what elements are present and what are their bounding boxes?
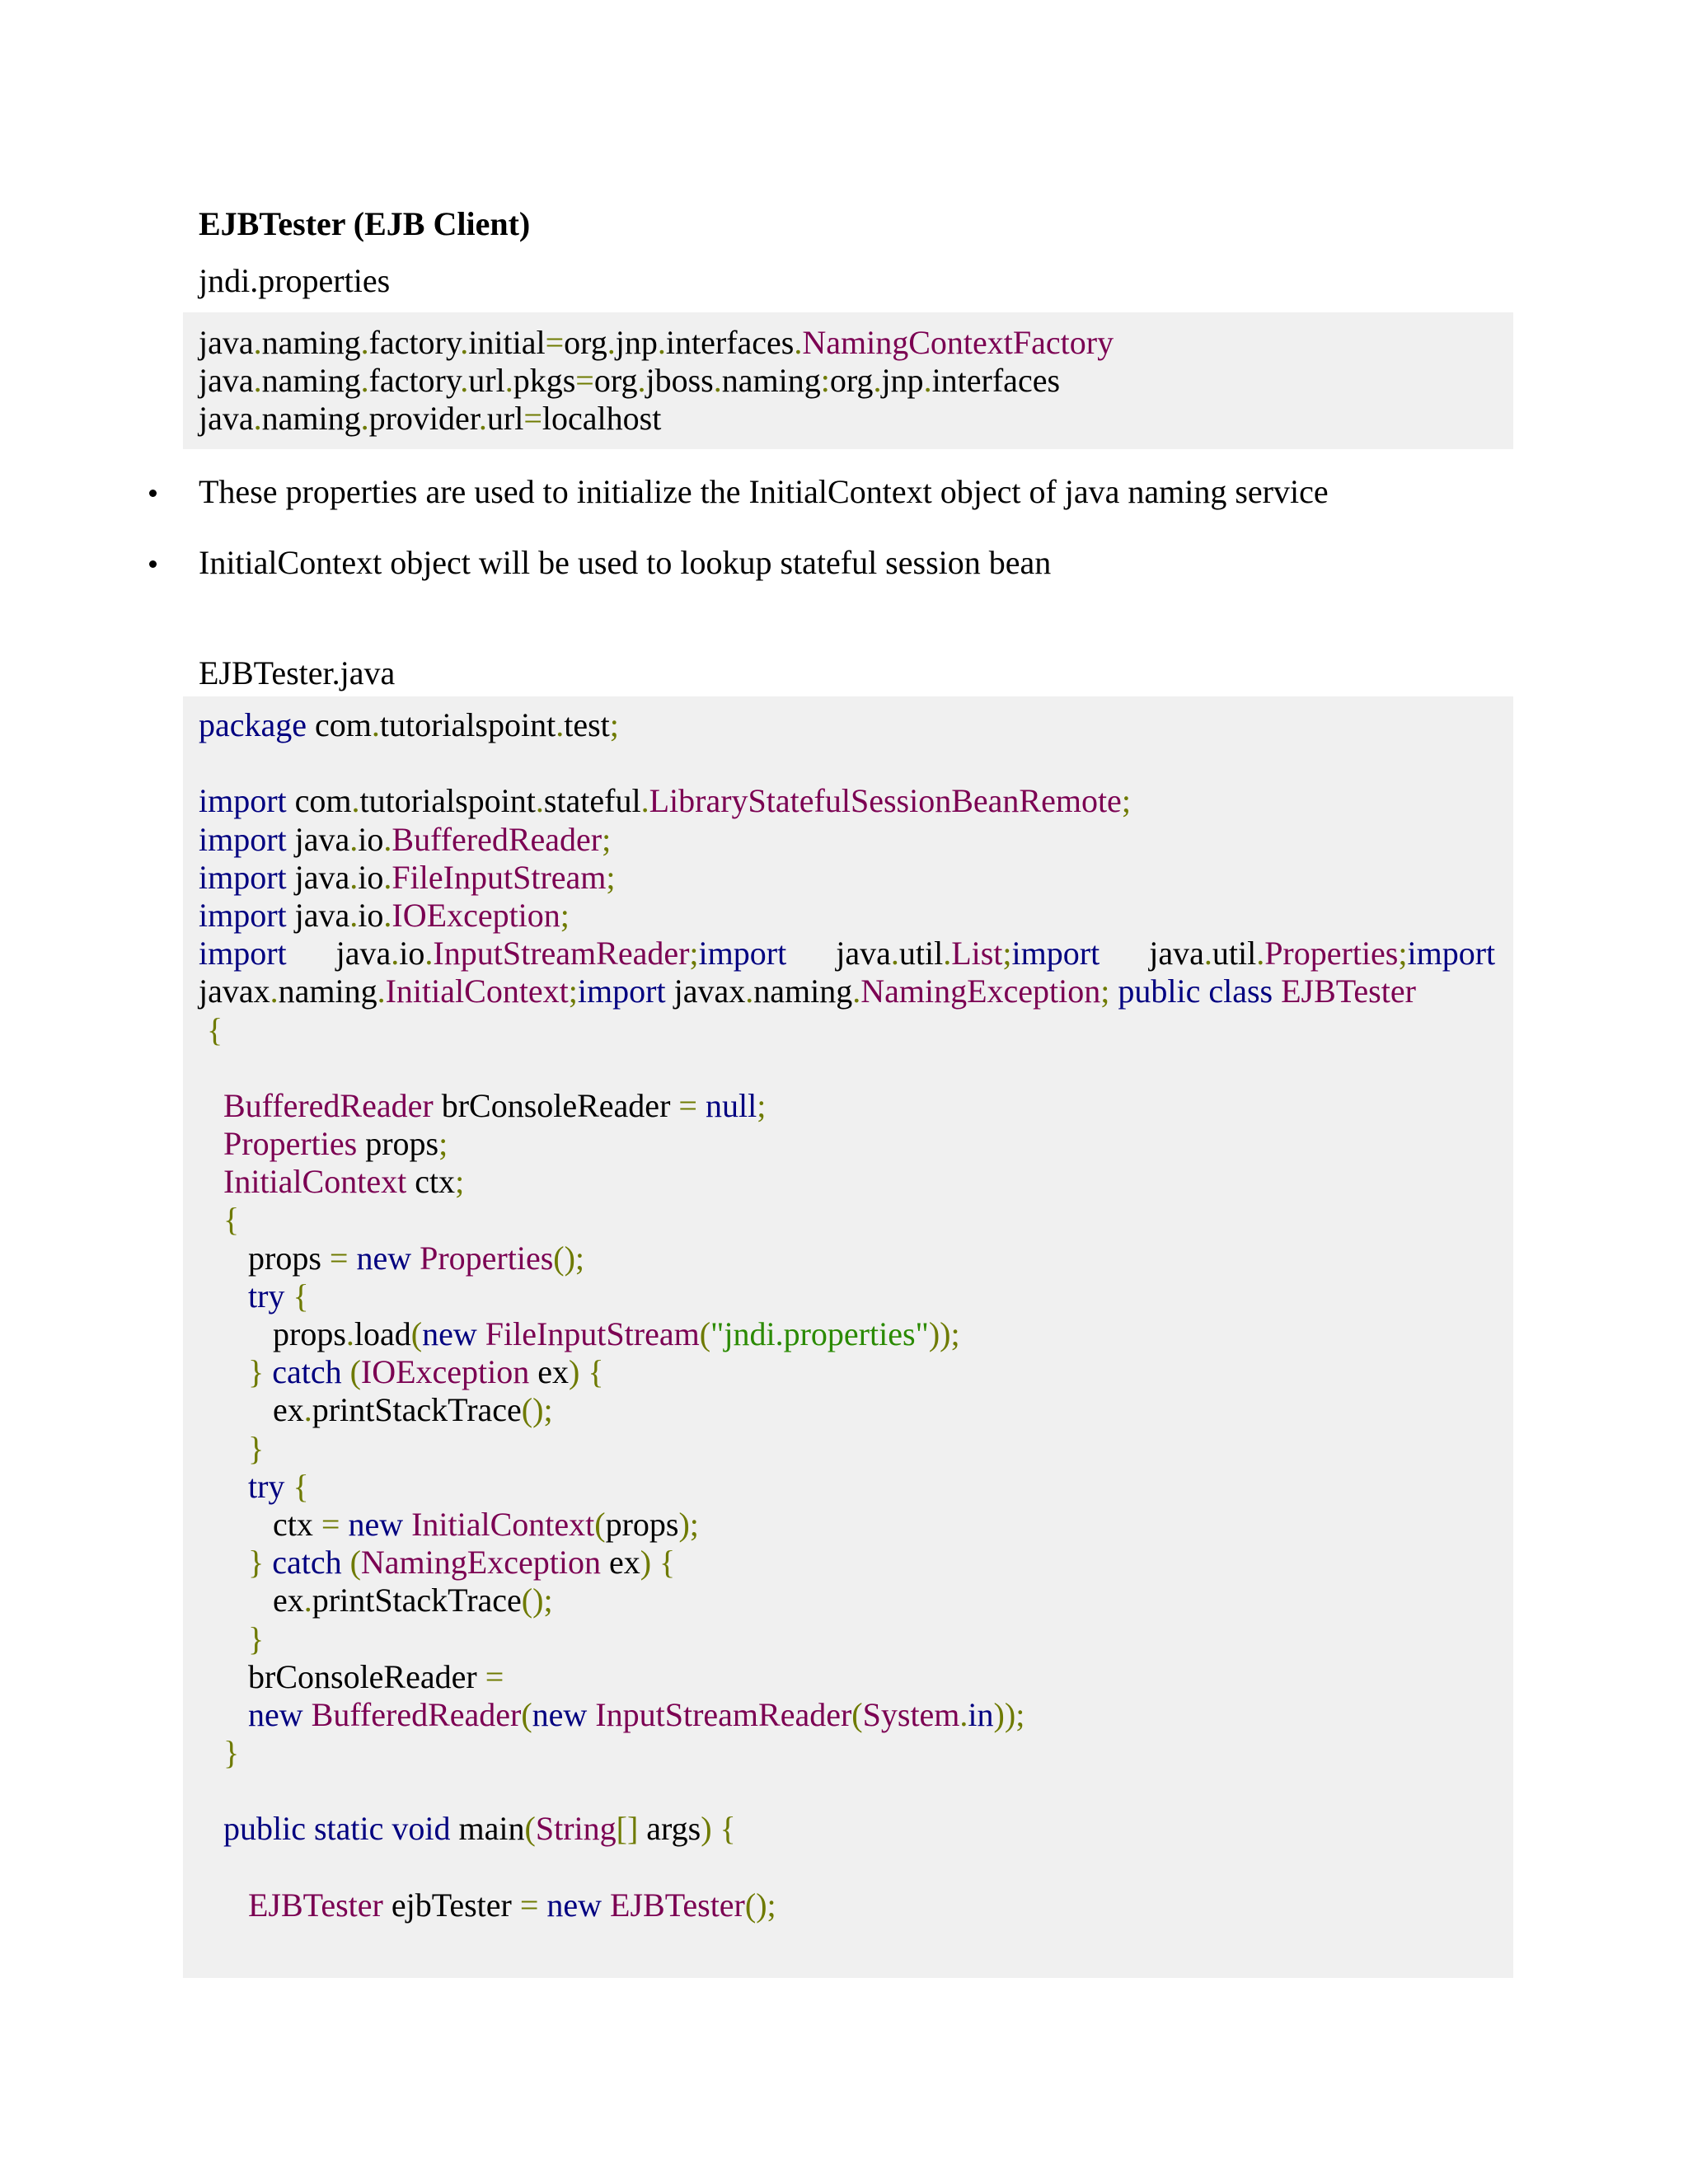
code-token: .	[253, 362, 262, 400]
code-token: io	[358, 896, 384, 934]
code-token: ;	[438, 1125, 448, 1163]
code-token: .	[852, 972, 861, 1010]
code-token: new	[248, 1695, 303, 1733]
code-token: main	[450, 1810, 525, 1848]
code-token: BufferedReader	[302, 1695, 522, 1733]
code-line	[199, 1734, 1513, 1772]
code-token	[199, 1087, 223, 1124]
code-token: :	[820, 362, 830, 400]
code-token: java	[286, 858, 350, 896]
code-token: ;	[602, 820, 612, 858]
bullet-icon	[149, 560, 157, 568]
code-token: util	[1212, 935, 1257, 972]
code-line	[199, 362, 1513, 400]
code-token: NamingException	[860, 972, 1101, 1010]
code-token: io	[358, 858, 384, 896]
code-token: factory	[368, 324, 461, 361]
code-token: ex	[199, 1582, 304, 1619]
code-token: =	[523, 400, 542, 438]
code-token: ) {	[640, 1544, 676, 1582]
code-line	[199, 1620, 1513, 1658]
code-token: =	[545, 324, 565, 361]
code-line	[199, 972, 1513, 1010]
code-token: props	[199, 1239, 330, 1277]
code-token: ));	[993, 1695, 1025, 1733]
code-token: load	[354, 1315, 411, 1352]
code-token: =	[678, 1086, 697, 1124]
code-token: =	[575, 362, 594, 400]
code-token: new	[538, 1886, 603, 1924]
code-line	[199, 1240, 1513, 1277]
code-token: ctx	[406, 1163, 456, 1201]
code-token: BufferedReader	[392, 820, 603, 858]
code-token: .	[360, 400, 369, 438]
code-token: (	[594, 1505, 606, 1543]
code-token: .	[351, 782, 360, 820]
code-token: printStackTrace	[312, 1391, 522, 1429]
code-line	[199, 400, 1513, 438]
code-token	[199, 1125, 223, 1162]
code-token: .	[349, 896, 359, 934]
bullet-item	[0, 472, 1688, 512]
code-token: EJBTester	[248, 1886, 383, 1924]
code-token: .	[607, 324, 616, 361]
code-line	[199, 1658, 1513, 1696]
code-token: .	[794, 324, 803, 361]
code-token: .	[535, 782, 544, 820]
code-token: (	[341, 1544, 361, 1582]
code-token: .	[657, 324, 666, 361]
code-token: import	[1011, 935, 1100, 972]
code-token	[199, 1201, 223, 1238]
code-token: ();	[521, 1391, 553, 1429]
code-token: java	[199, 362, 254, 400]
code-token: (	[410, 1315, 423, 1352]
code-token: catch	[264, 1353, 342, 1391]
code-token: .	[1256, 935, 1265, 972]
code-token	[199, 1353, 248, 1390]
code-token: jnp	[615, 324, 658, 361]
code-token: .	[873, 362, 882, 400]
section-heading: EJBTester (EJB Client)	[199, 205, 531, 242]
code-token: naming	[261, 400, 361, 438]
ejbtester-java-code-block	[183, 696, 1513, 1978]
jndi-properties-code-block	[183, 312, 1513, 449]
code-token: com	[286, 782, 352, 820]
code-token: InitialContext	[223, 1163, 407, 1201]
code-token: java	[199, 324, 254, 361]
code-token: FileInputStream	[392, 858, 607, 896]
code-token: .	[303, 1391, 312, 1429]
code-token: ;	[1398, 935, 1408, 972]
bullet-text: InitialContext object will be used to lookup stateful session bean	[199, 544, 1052, 581]
code-token: org	[564, 324, 607, 361]
code-token: tutorialspoint	[379, 706, 556, 743]
bullet-list	[0, 472, 1688, 583]
bullet-text: These properties are used to initialize the InitialContext object of java naming service	[199, 473, 1329, 510]
code-token: java	[786, 935, 891, 972]
code-token: naming	[261, 362, 361, 400]
code-token: .	[460, 362, 469, 400]
ejbtester-java-label: EJBTester.java	[199, 654, 396, 691]
code-token: InitialContext	[403, 1505, 595, 1543]
code-line	[199, 1886, 1513, 1924]
code-line	[199, 1353, 1513, 1391]
code-token: io	[358, 820, 384, 858]
code-token: .	[253, 324, 262, 361]
code-token: java	[199, 400, 254, 438]
code-token: ex	[529, 1353, 570, 1391]
code-token: org	[593, 362, 638, 400]
code-token	[199, 1277, 248, 1315]
code-token: public static void	[223, 1810, 451, 1848]
code-token: org	[829, 362, 874, 400]
code-token: BufferedReader	[223, 1086, 434, 1124]
code-token: .	[391, 935, 400, 972]
code-token: naming	[721, 362, 821, 400]
code-token: ();	[744, 1886, 776, 1924]
code-token: java	[1100, 935, 1204, 972]
code-token: java	[286, 935, 392, 972]
code-token: }	[223, 1734, 240, 1772]
code-token: interfaces	[931, 362, 1061, 400]
code-token: .	[383, 858, 392, 896]
code-token: initial	[468, 324, 546, 361]
code-token: test	[564, 706, 610, 743]
code-token: jnp	[881, 362, 924, 400]
code-token: java	[286, 820, 350, 858]
code-token: System	[862, 1695, 960, 1733]
code-token	[199, 1163, 223, 1200]
code-line	[199, 1810, 1513, 1848]
code-token: ));	[928, 1315, 960, 1352]
code-token: .	[745, 972, 754, 1010]
code-token: String	[535, 1810, 617, 1848]
code-token: .	[371, 706, 380, 743]
code-token: EJBTester	[602, 1886, 745, 1924]
code-token: IOException	[360, 1353, 530, 1391]
code-token: localhost	[542, 400, 662, 438]
code-token: new	[340, 1505, 404, 1543]
code-token: ex	[199, 1391, 304, 1429]
code-token: tutorialspoint	[359, 782, 536, 820]
code-token: naming	[261, 324, 361, 361]
code-token	[199, 1696, 248, 1733]
code-token: props	[199, 1315, 346, 1352]
code-token: =	[321, 1505, 340, 1543]
code-token: .	[424, 935, 434, 972]
code-token: .	[959, 1695, 968, 1733]
code-token: ) {	[701, 1810, 736, 1848]
code-token: try	[248, 1277, 285, 1315]
code-token: NamingContextFactory	[802, 324, 1114, 361]
code-token	[199, 1468, 248, 1505]
code-line	[199, 1163, 1513, 1201]
code-token: {	[223, 1201, 240, 1239]
code-token: ejbTester	[382, 1886, 520, 1924]
code-token: import	[1407, 935, 1496, 972]
code-line	[199, 1011, 1513, 1049]
code-line	[199, 706, 1513, 744]
code-token: .	[504, 362, 513, 400]
code-token: }	[248, 1544, 265, 1582]
code-token: (	[524, 1810, 536, 1848]
jndi-properties-label: jndi.properties	[199, 262, 391, 299]
code-token: ex	[600, 1544, 640, 1582]
code-token: ;	[1100, 972, 1110, 1010]
code-token: util	[898, 935, 944, 972]
code-token: {	[284, 1467, 309, 1505]
code-token: javax	[665, 972, 746, 1010]
code-line	[199, 1315, 1513, 1353]
code-line	[199, 1468, 1513, 1506]
code-token: .	[640, 782, 649, 820]
code-token: ;	[606, 858, 616, 896]
code-token: {	[207, 1010, 223, 1048]
code-token: import	[698, 935, 787, 972]
code-token: naming	[753, 972, 853, 1010]
code-token: provider	[368, 400, 479, 438]
code-line	[199, 324, 1513, 362]
code-token: jboss	[645, 362, 714, 400]
code-token: }	[248, 1353, 265, 1391]
code-token: .	[303, 1582, 312, 1619]
code-token: import	[199, 782, 287, 820]
code-token: .	[460, 324, 469, 361]
code-token: ;	[568, 972, 578, 1010]
code-token: new	[422, 1315, 477, 1352]
code-token	[199, 1430, 248, 1467]
code-token: null	[696, 1086, 757, 1124]
code-token	[199, 1544, 248, 1581]
code-token	[199, 1886, 248, 1924]
code-token: (	[851, 1695, 863, 1733]
code-token: new	[348, 1239, 412, 1277]
code-token: =	[485, 1657, 504, 1695]
code-token: =	[519, 1886, 539, 1924]
code-token: .	[360, 324, 369, 361]
code-token: java	[286, 896, 350, 934]
code-token: .	[383, 896, 392, 934]
code-token: .	[349, 820, 359, 858]
code-token: }	[248, 1429, 265, 1467]
code-token: .	[1203, 935, 1212, 972]
code-token: .	[270, 972, 279, 1010]
code-line	[199, 821, 1513, 859]
bullet-icon	[149, 490, 157, 497]
code-token: ;	[560, 896, 570, 934]
code-line	[199, 897, 1513, 935]
code-token: .	[345, 1315, 354, 1352]
code-token: ;	[1121, 782, 1131, 820]
code-token: args	[638, 1810, 701, 1848]
code-token	[199, 1011, 207, 1048]
code-token: []	[616, 1810, 639, 1848]
code-token: import	[199, 820, 287, 858]
code-token: }	[248, 1619, 265, 1657]
code-token: IOException	[392, 896, 560, 934]
code-token: brConsoleReader	[199, 1657, 485, 1695]
code-token: ctx	[199, 1505, 321, 1543]
code-token: props	[357, 1125, 439, 1163]
code-token: LibraryStatefulSessionBeanRemote	[649, 782, 1122, 820]
code-token: NamingException	[360, 1544, 601, 1582]
code-token: naming	[278, 972, 377, 1010]
code-token: props	[605, 1505, 679, 1543]
code-token: .	[478, 400, 487, 438]
code-token: brConsoleReader	[433, 1086, 679, 1124]
code-token: public class	[1109, 972, 1273, 1010]
code-token: import	[577, 972, 666, 1010]
code-token: ;	[1002, 935, 1012, 972]
code-token: import	[199, 896, 287, 934]
code-token: EJBTester	[1273, 972, 1416, 1010]
code-token: import	[199, 935, 287, 972]
code-token	[199, 1734, 223, 1771]
bullet-item	[0, 543, 1688, 583]
code-token: .	[253, 400, 262, 438]
code-token: catch	[264, 1544, 342, 1582]
code-line	[199, 1772, 1513, 1810]
code-token: .	[943, 935, 952, 972]
code-token: .	[923, 362, 932, 400]
code-token: new	[532, 1695, 588, 1733]
code-token: List	[951, 935, 1003, 972]
code-token: .	[713, 362, 722, 400]
code-token: stateful	[543, 782, 641, 820]
code-token: ();	[521, 1582, 553, 1619]
code-token: ) {	[569, 1353, 604, 1391]
code-line	[199, 859, 1513, 897]
code-token: InputStreamReader	[587, 1695, 852, 1733]
code-token: (	[341, 1353, 361, 1391]
code-line	[199, 1277, 1513, 1315]
code-token: =	[329, 1239, 349, 1277]
code-token: try	[248, 1467, 285, 1505]
code-line	[199, 1696, 1513, 1734]
code-token: ;	[455, 1163, 465, 1201]
code-line	[199, 1391, 1513, 1429]
code-token: ;	[609, 706, 619, 743]
code-line	[199, 1049, 1513, 1087]
code-token: );	[678, 1505, 699, 1543]
code-token: .	[360, 362, 369, 400]
code-line	[199, 1582, 1513, 1619]
code-token: Properties	[223, 1125, 358, 1163]
code-token: .	[556, 706, 565, 743]
code-token: url	[468, 362, 505, 400]
code-token: ;	[757, 1086, 767, 1124]
code-line	[199, 1506, 1513, 1544]
code-token: import	[199, 858, 287, 896]
code-token: {	[284, 1277, 309, 1315]
code-line	[199, 935, 1513, 972]
code-token: com	[307, 706, 372, 743]
code-token: (	[699, 1315, 711, 1352]
code-token: "jndi.properties"	[710, 1315, 929, 1352]
code-token: Properties	[1264, 935, 1399, 972]
code-token: io	[399, 935, 425, 972]
code-token: InputStreamReader	[433, 935, 690, 972]
code-line	[199, 744, 1513, 782]
code-line	[199, 1430, 1513, 1468]
code-token: printStackTrace	[312, 1582, 522, 1619]
code-token: FileInputStream	[476, 1315, 700, 1352]
code-token	[199, 1620, 248, 1657]
code-line	[199, 1125, 1513, 1163]
code-line	[199, 1849, 1513, 1886]
code-token: ;	[689, 935, 699, 972]
code-token: factory	[368, 362, 461, 400]
code-token	[199, 1810, 223, 1847]
code-token: InitialContext	[385, 972, 569, 1010]
code-token: .	[377, 972, 386, 1010]
code-token: Properties	[411, 1239, 554, 1277]
code-token: in	[968, 1695, 994, 1733]
code-token: javax	[199, 972, 270, 1010]
code-token: .	[349, 858, 359, 896]
code-line	[199, 1087, 1513, 1125]
code-token: .	[637, 362, 646, 400]
code-line	[199, 1201, 1513, 1239]
code-token: (	[521, 1695, 532, 1733]
code-token: ();	[553, 1239, 585, 1277]
code-token: .	[890, 935, 899, 972]
code-token: .	[383, 820, 392, 858]
code-token: package	[199, 706, 307, 743]
code-token: pkgs	[513, 362, 576, 400]
code-line	[199, 782, 1513, 820]
code-token: interfaces	[665, 324, 795, 361]
code-line	[199, 1544, 1513, 1582]
code-token: url	[486, 400, 524, 438]
